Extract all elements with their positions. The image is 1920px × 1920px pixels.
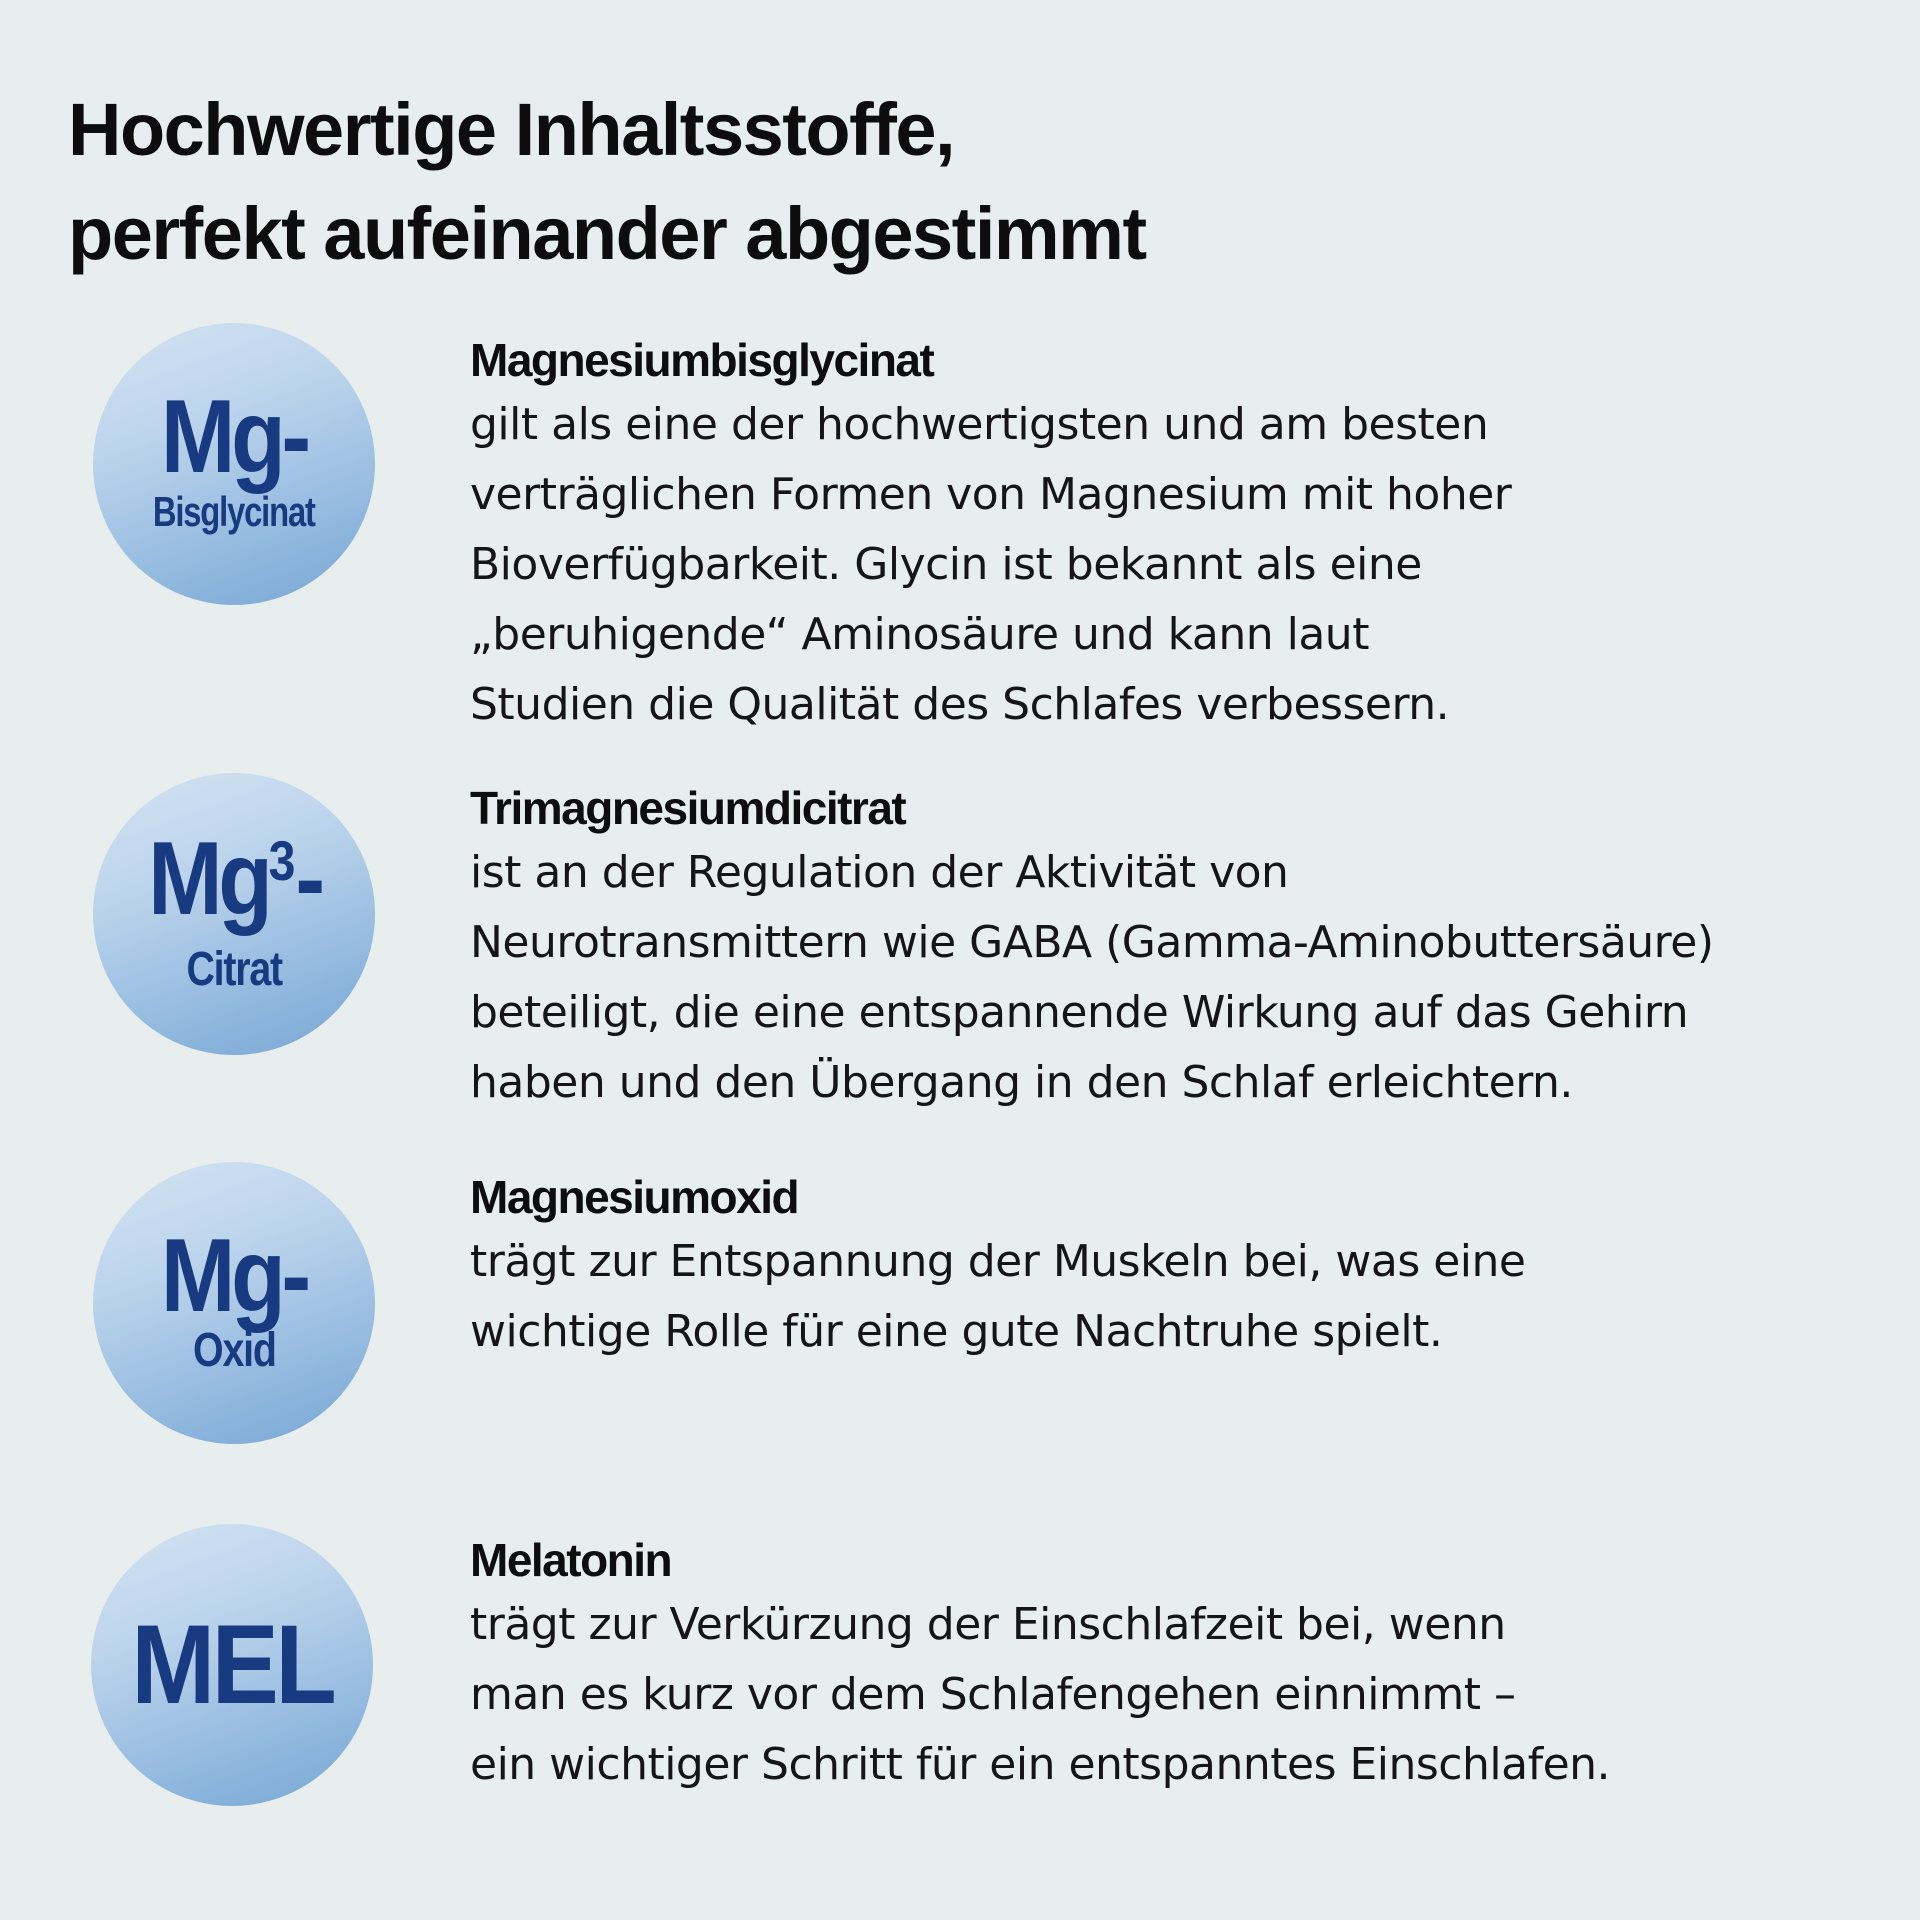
ingredient-description bbox=[470, 1530, 1890, 1800]
description-line: verträglichen Formen von Magnesium mit hoher bbox=[470, 469, 1512, 520]
description-line: ist an der Regulation der Aktivität von bbox=[470, 847, 1289, 898]
page-title-line-2: perfekt aufeinander abgestimmt bbox=[68, 192, 1146, 275]
badge-subtitle: Oxid bbox=[192, 1324, 276, 1377]
mel-badge-icon bbox=[91, 1524, 373, 1806]
description-line: trägt zur Verkürzung der Einschlafzeit bei, wenn bbox=[470, 1599, 1506, 1650]
description-line: wichtige Rolle für eine gute Nachtruhe spielt. bbox=[470, 1306, 1443, 1357]
badge-subtitle: Citrat bbox=[186, 943, 282, 996]
description-line: haben und den Übergang in den Schlaf erleichtern. bbox=[470, 1057, 1573, 1108]
description-line: trägt zur Entspannung der Muskeln bei, was eine bbox=[470, 1236, 1526, 1287]
description-line: ein wichtiger Schritt für ein entspanntes Einschlafen. bbox=[470, 1739, 1611, 1790]
page-title-line-1: Hochwertige Inhaltsstoffe, bbox=[68, 88, 955, 171]
description-line: „beruhigende“ Aminosäure und kann laut bbox=[470, 609, 1369, 660]
badge-symbol: Mg- bbox=[160, 379, 308, 495]
ingredient-name: Magnesiumbisglycinat bbox=[470, 334, 934, 386]
mg3-citrat-badge-icon bbox=[93, 773, 375, 1055]
badge-symbol-base: Mg bbox=[147, 821, 269, 937]
badge-symbol-suffix: - bbox=[294, 821, 321, 937]
description-line: gilt als eine der hochwertigsten und am besten bbox=[470, 399, 1489, 450]
badge-symbol: Mg- bbox=[160, 1218, 308, 1334]
ingredient-description bbox=[470, 778, 1890, 1118]
description-line: Neurotransmittern wie GABA (Gamma-Aminobuttersäure) bbox=[470, 917, 1714, 968]
badge-symbol: MEL bbox=[131, 1602, 333, 1727]
mg-bisglycinat-badge-icon bbox=[93, 323, 375, 605]
ingredient-name: Trimagnesiumdicitrat bbox=[470, 782, 906, 834]
badge-superscript: 3 bbox=[268, 829, 295, 892]
ingredient-name: Melatonin bbox=[470, 1534, 672, 1586]
description-line: Bioverfügbarkeit. Glycin ist bekannt als eine bbox=[470, 539, 1422, 590]
ingredient-name: Magnesiumoxid bbox=[470, 1171, 799, 1223]
description-line: Studien die Qualität des Schlafes verbessern. bbox=[470, 679, 1450, 730]
ingredient-description bbox=[470, 1167, 1890, 1367]
ingredient-description bbox=[470, 330, 1890, 740]
badge-symbol bbox=[147, 821, 321, 943]
description-line: beteiligt, die eine entspannende Wirkung auf das Gehirn bbox=[470, 987, 1689, 1038]
description-line: man es kurz vor dem Schlafengehen einnimmt – bbox=[470, 1669, 1516, 1720]
mg-oxid-badge-icon bbox=[93, 1162, 375, 1444]
page-title bbox=[68, 78, 1146, 286]
badge-subtitle: Bisglycinat bbox=[153, 488, 315, 535]
